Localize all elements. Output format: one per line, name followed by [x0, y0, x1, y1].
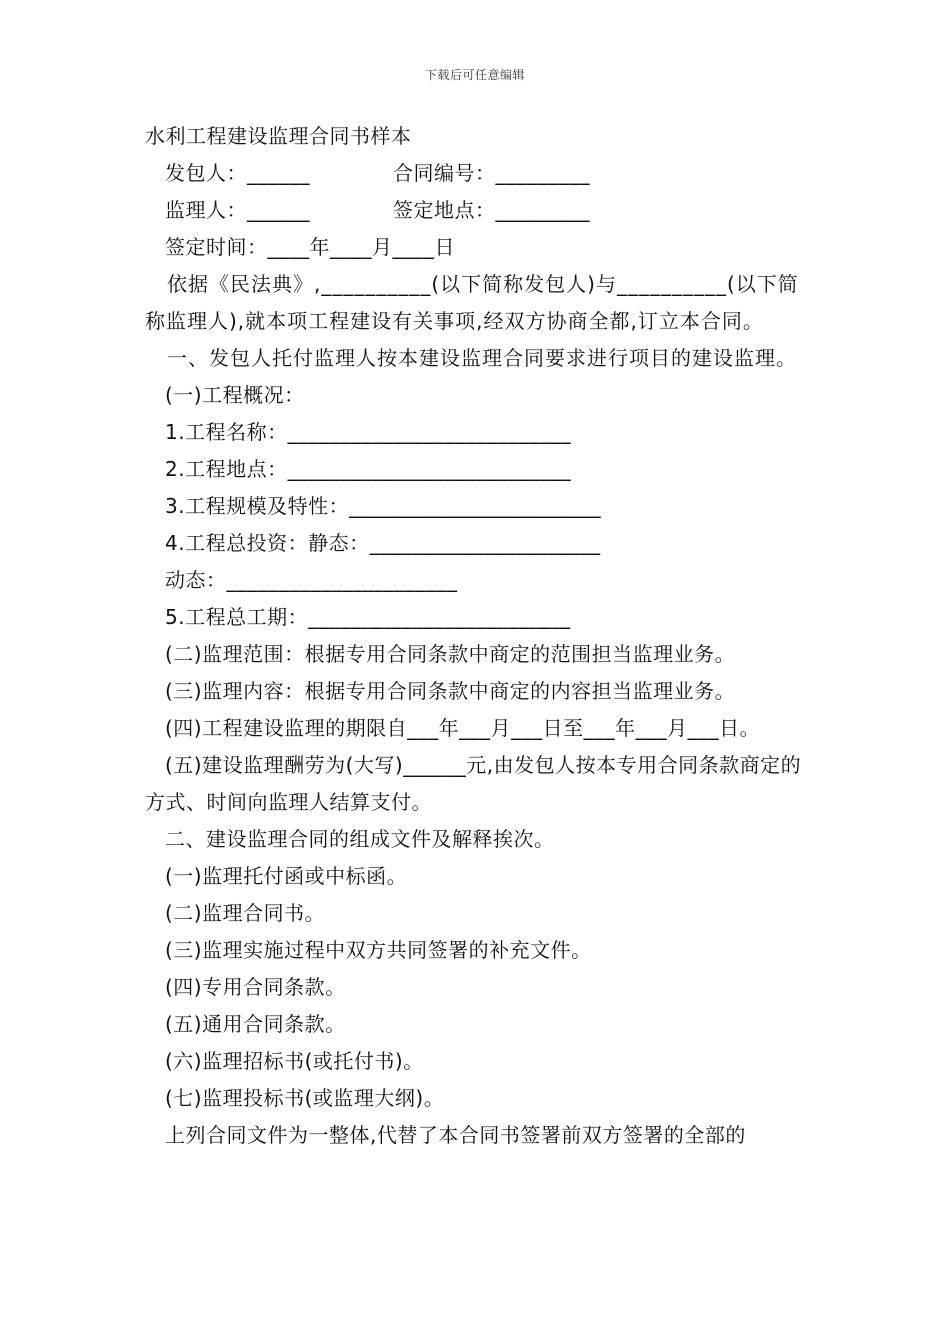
party-row-1	[145, 155, 810, 192]
section-2-item: (四)专用合同条款。	[165, 975, 346, 999]
project-location-field: 2.工程地点：___________________________	[165, 457, 572, 481]
section-1-sub-4: (四)工程建设监理的期限自___年___月___日至___年___月___日。	[165, 716, 761, 740]
intro-paragraph: 依据《民法典》,__________(以下简称发包人)与__________(以下简称监理人),就本项工程建设有关事项,经双方协商全都,订立本合同。	[145, 272, 799, 333]
section-1-heading: 一、发包人托付监理人按本建设监理合同要求进行项目的建设监理。	[167, 346, 797, 370]
sign-place-field: 签定地点：_________	[393, 198, 590, 222]
section-1-sub-5: (五)建设监理酬劳为(大写)______元,由发包人按本专用合同条款商定的方式、时间向监理人结算支付。	[145, 753, 802, 814]
section-1-sub-2: (二)监理范围：根据专用合同条款中商定的范围担当监理业务。	[165, 642, 736, 666]
supervisor-field: 监理人：______	[165, 198, 310, 222]
document-body	[145, 118, 810, 1154]
project-investment-dynamic-field: 动态：______________________	[165, 568, 458, 592]
project-investment-static-field: 4.工程总投资：静态：______________________	[165, 531, 601, 555]
employer-field: 发包人：______	[165, 161, 310, 185]
section-2-item: (五)通用合同条款。	[165, 1012, 346, 1036]
sign-time-field: 签定时间：____年____月____日	[165, 235, 455, 259]
section-2-closing: 上列合同文件为一整体,代替了本合同书签署前双方签署的全部的	[165, 1123, 746, 1147]
section-1-sub-3: (三)监理内容：根据专用合同条款中商定的内容担当监理业务。	[165, 679, 736, 703]
section-2-item: (六)监理招标书(或托付书)。	[165, 1049, 424, 1073]
section-2-item: (七)监理投标书(或监理大纲)。	[165, 1086, 445, 1110]
project-name-field: 1.工程名称：___________________________	[165, 420, 572, 444]
section-2-item: (三)监理实施过程中双方共同签署的补充文件。	[165, 938, 592, 962]
document-title: 水利工程建设监理合同书样本	[145, 124, 412, 148]
section-2-item: (二)监理合同书。	[165, 901, 326, 925]
contract-number-field: 合同编号：_________	[393, 161, 590, 185]
party-row-2	[145, 192, 810, 229]
project-duration-field: 5.工程总工期：_________________________	[165, 605, 571, 629]
section-2-heading: 二、建设监理合同的组成文件及解释挨次。	[165, 827, 555, 851]
section-2-item: (一)监理托付函或中标函。	[165, 864, 408, 888]
section-1-sub-1: (一)工程概况：	[165, 383, 305, 407]
project-scale-field: 3.工程规模及特性：________________________	[165, 494, 602, 518]
header-note: 下载后可任意编辑	[424, 68, 525, 82]
